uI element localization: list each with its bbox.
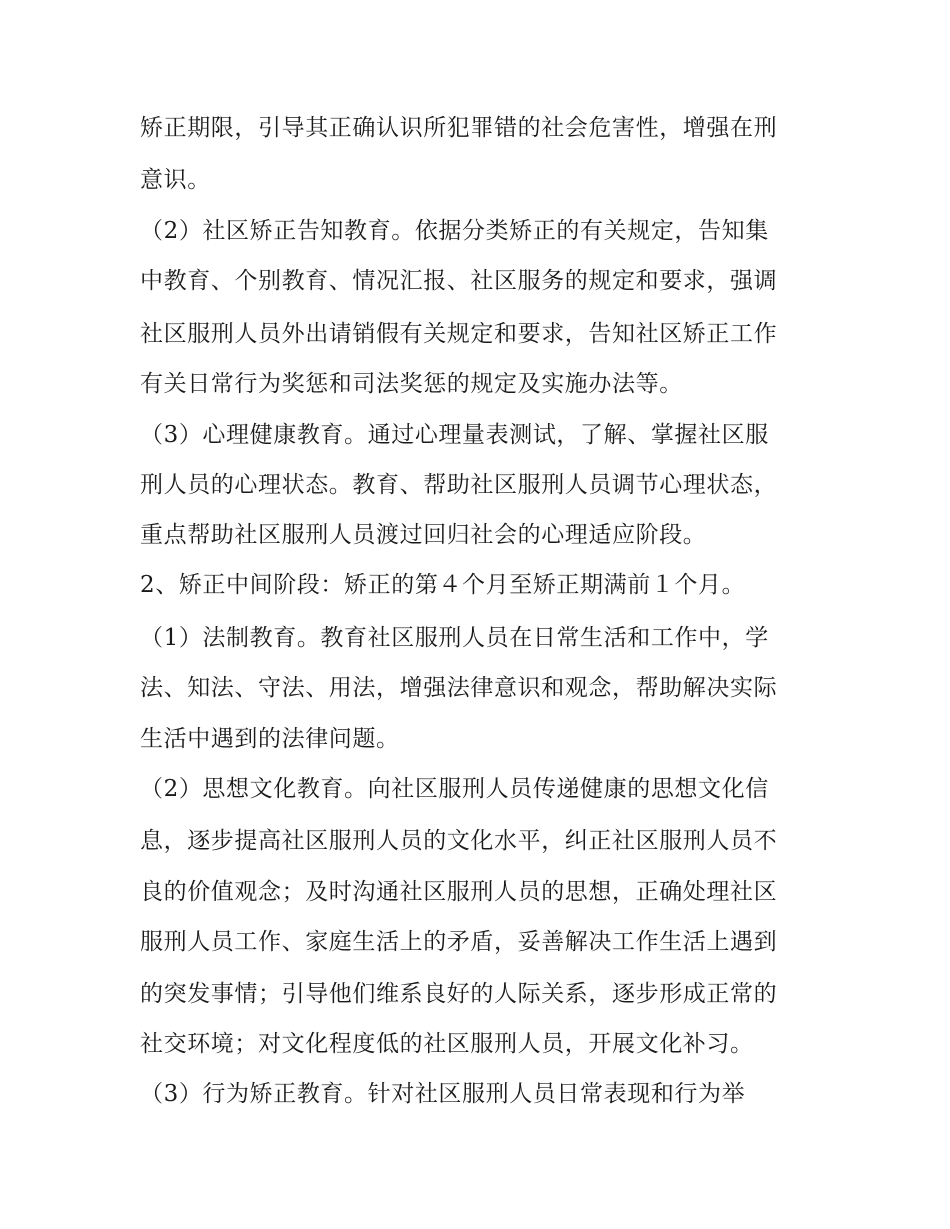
- text-line: （2）思想文化教育。向社区服刑人员传递健康的思想文化信: [140, 776, 769, 802]
- text-line: 良的价值观念；及时沟通社区服刑人员的思想，正确处理社区: [140, 879, 778, 905]
- text-line: 息，逐步提高社区服刑人员的文化水平，纠正社区服刑人员不: [140, 828, 778, 854]
- text-line: 生活中遇到的法律问题。: [140, 726, 400, 752]
- text-line: （3）心理健康教育。通过心理量表测试，了解、掌握社区服: [140, 422, 769, 448]
- text-line: 有关日常行为奖惩和司法奖惩的规定及实施办法等。: [140, 371, 683, 397]
- text-line: 矫正期限，引导其正确认识所犯罪错的社会危害性，增强在刑: [140, 115, 778, 141]
- text-line: 中教育、个别教育、情况汇报、社区服务的规定和要求，强调: [140, 268, 778, 294]
- text-line: 重点帮助社区服刑人员渡过回归社会的心理适应阶段。: [140, 522, 707, 548]
- text-line: （1）法制教育。教育社区服刑人员在日常生活和工作中，学: [140, 625, 769, 651]
- text-line: 法、知法、守法、用法，增强法律意识和观念，帮助解决实际: [140, 675, 778, 701]
- text-line: 刑人员的心理状态。教育、帮助社区服刑人员调节心理状态，: [140, 472, 778, 498]
- text-line: 社交环境；对文化程度低的社区服刑人员，开展文化补习。: [140, 1031, 754, 1057]
- text-line: 意识。: [140, 167, 211, 193]
- text-line: 的突发事情；引导他们维系良好的人际关系，逐步形成正常的: [140, 981, 778, 1007]
- text-line: （2）社区矫正告知教育。依据分类矫正的有关规定，告知集: [140, 218, 769, 244]
- text-line: 社区服刑人员外出请销假有关规定和要求，告知社区矫正工作: [140, 321, 778, 347]
- text-line: 2、矫正中间阶段：矫正的第４个月至矫正期满前１个月。: [140, 572, 746, 598]
- text-line: 服刑人员工作、家庭生活上的矛盾，妥善解决工作生活上遇到: [140, 929, 778, 955]
- text-line: （3）行为矫正教育。针对社区服刑人员日常表现和行为举: [140, 1081, 746, 1107]
